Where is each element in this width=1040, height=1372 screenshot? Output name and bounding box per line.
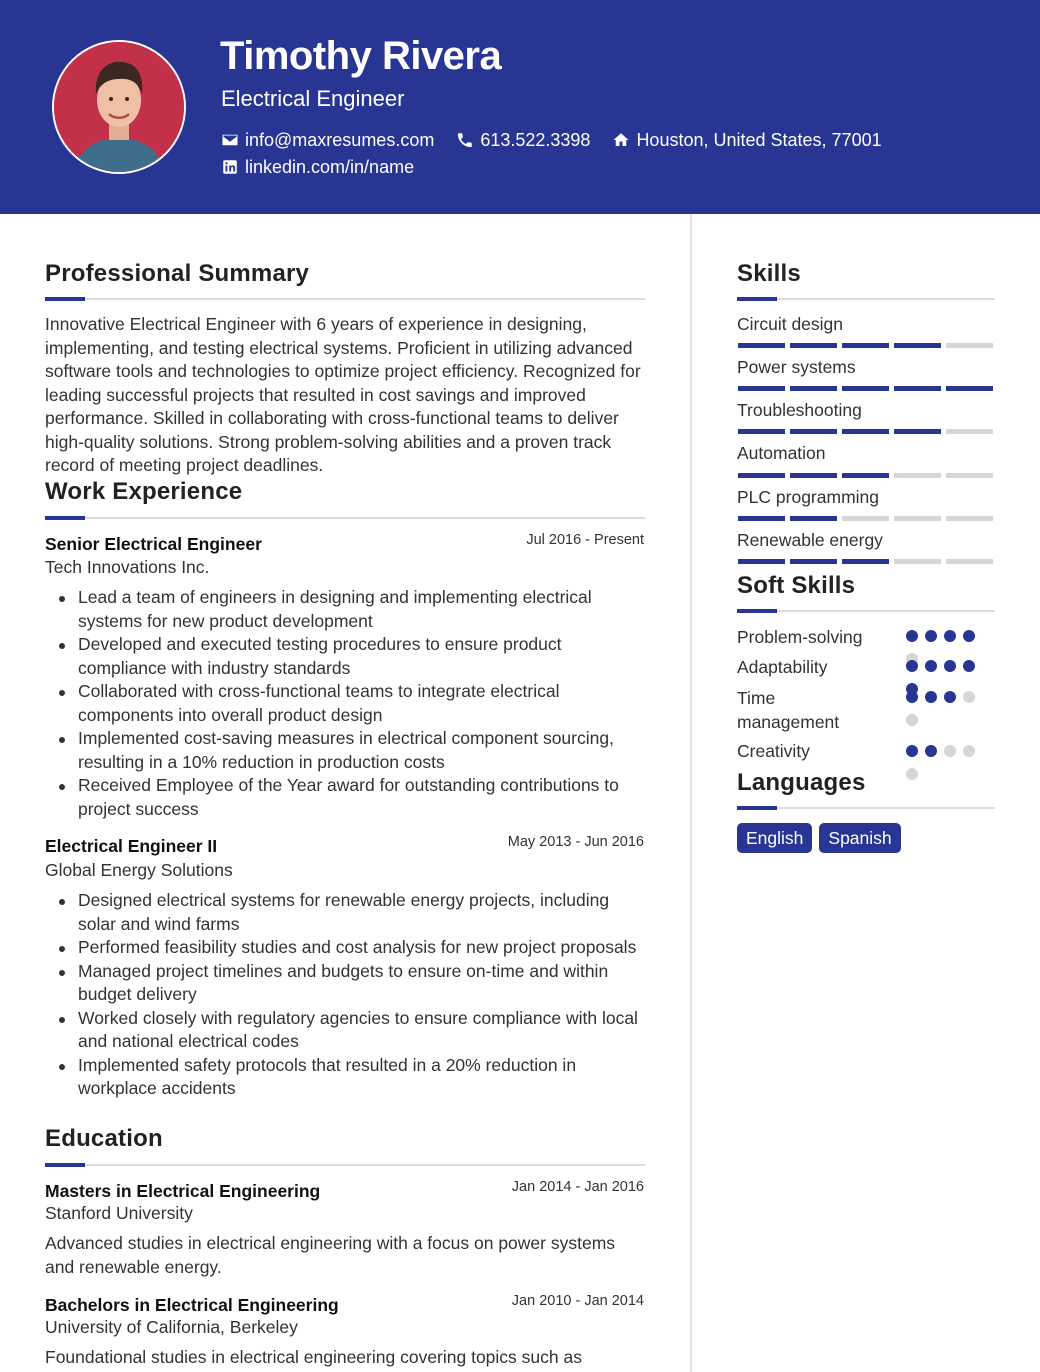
envelope-icon — [221, 131, 239, 149]
skill-rating-segment — [894, 429, 941, 434]
skill-rating-segment — [842, 429, 889, 434]
candidate-title: Electrical Engineer — [221, 86, 405, 111]
list-item: Implemented cost-saving measures in electrical component sourcing, resulting in a 10% reduction in production costs — [45, 727, 645, 774]
soft-skill-rating-dot — [944, 691, 956, 703]
soft-skill-rating-dot — [906, 630, 918, 642]
job-dates: May 2013 - Jun 2016 — [507, 834, 644, 850]
contact-linkedin[interactable] — [221, 156, 414, 178]
skill-rating-segment — [842, 559, 889, 564]
job-title: Senior Electrical Engineer — [45, 534, 262, 554]
education-description: Advanced studies in electrical engineering with a focus on power systems and renewable energy. — [45, 1233, 616, 1277]
skill-rating-segment — [790, 386, 837, 391]
summary-rule — [45, 298, 645, 300]
skill-name: Power systems — [737, 357, 856, 377]
soft-skill-rating — [906, 745, 986, 780]
job-bullets — [45, 889, 645, 1101]
list-item: Lead a team of engineers in designing and implementing electrical systems for new product development — [45, 586, 645, 633]
soft-skills-heading: Soft Skills — [737, 572, 856, 599]
skill-rating-segment — [790, 473, 837, 478]
soft-skills-rule — [737, 610, 995, 612]
soft-skill-rating-dot — [925, 745, 937, 757]
soft-skill-rating-dot — [925, 660, 937, 672]
email-text: info@maxresumes.com — [245, 130, 435, 150]
skill-rating-segment — [738, 473, 785, 478]
school-name: University of California, Berkeley — [45, 1317, 298, 1337]
skill-rating-bar — [738, 516, 993, 521]
skill-rating-bar — [738, 343, 993, 348]
soft-skill-rating — [906, 660, 986, 695]
list-item: Received Employee of the Year award for outstanding contributions to project success — [45, 774, 645, 821]
soft-skill-rating-dot — [963, 691, 975, 703]
list-item: Worked closely with regulatory agencies to ensure compliance with local and national electrical codes — [45, 1007, 645, 1054]
location-text: Houston, United States, 77001 — [636, 130, 882, 150]
list-item: Performed feasibility studies and cost analysis for new project proposals — [45, 936, 645, 960]
skill-rating-segment — [946, 559, 993, 564]
skill-rating-segment — [946, 429, 993, 434]
skill-name: Automation — [737, 443, 826, 463]
job-company: Global Energy Solutions — [45, 860, 233, 880]
skill-name: Circuit design — [737, 314, 844, 334]
soft-skill-rating — [906, 691, 986, 726]
skill-name: Troubleshooting — [737, 400, 862, 420]
contact-info-row — [221, 129, 882, 151]
job-bullets — [45, 586, 645, 821]
contact-email[interactable] — [221, 129, 434, 151]
skill-name: PLC programming — [737, 487, 879, 507]
skill-rating-segment — [738, 429, 785, 434]
skill-rating-segment — [894, 386, 941, 391]
experience-rule — [45, 517, 645, 519]
soft-skill-rating-dot — [925, 691, 937, 703]
language-badge: Spanish — [819, 823, 900, 853]
phone-text: 613.522.3398 — [480, 130, 591, 150]
linkedin-icon — [221, 158, 239, 176]
skill-rating-segment — [790, 516, 837, 521]
soft-skill-rating-dot — [906, 768, 918, 780]
skill-rating-segment — [894, 516, 941, 521]
language-list — [737, 823, 901, 853]
skill-rating-segment — [738, 343, 785, 348]
contact-info-row-2 — [221, 156, 414, 178]
skill-rating-bar — [738, 559, 993, 564]
soft-skill-rating-dot — [906, 745, 918, 757]
list-item: Implemented safety protocols that resulted in a 20% reduction in workplace accidents — [45, 1054, 645, 1101]
skill-rating-segment — [790, 429, 837, 434]
skill-rating-segment — [842, 386, 889, 391]
phone-icon — [456, 131, 474, 149]
skill-rating-segment — [790, 343, 837, 348]
summary-heading: Professional Summary — [45, 260, 310, 287]
school-name: Stanford University — [45, 1203, 193, 1223]
soft-skill-rating-dot — [944, 745, 956, 757]
linkedin-text: linkedin.com/in/name — [245, 157, 415, 177]
education-heading: Education — [45, 1125, 163, 1152]
home-icon — [612, 131, 630, 149]
skill-rating-segment — [946, 386, 993, 391]
degree-title: Masters in Electrical Engineering — [45, 1181, 321, 1201]
education-dates: Jan 2014 - Jan 2016 — [511, 1179, 644, 1195]
soft-skill-name: Adaptability — [737, 657, 828, 677]
skill-rating-segment — [894, 473, 941, 478]
soft-skill-rating-dot — [906, 714, 918, 726]
soft-skill-rating-dot — [925, 630, 937, 642]
languages-heading: Languages — [737, 769, 866, 796]
education-rule — [45, 1164, 645, 1166]
contact-phone[interactable] — [456, 129, 590, 151]
skill-rating-bar — [738, 386, 993, 391]
experience-heading: Work Experience — [45, 478, 243, 505]
skill-name: Renewable energy — [737, 530, 883, 550]
soft-skill-rating-dot — [906, 691, 918, 703]
candidate-name: Timothy Rivera — [220, 34, 502, 78]
soft-skill-rating-dot — [944, 660, 956, 672]
contact-location — [612, 129, 881, 151]
skill-rating-segment — [842, 473, 889, 478]
list-item: Managed project timelines and budgets to ensure on-time and within budget delivery — [45, 960, 645, 1007]
avatar — [52, 40, 186, 174]
skill-rating-segment — [738, 516, 785, 521]
skill-rating-segment — [894, 343, 941, 348]
soft-skill-rating-dot — [963, 745, 975, 757]
list-item: Designed electrical systems for renewable energy projects, including solar and wind farms — [45, 889, 645, 936]
skill-rating-segment — [842, 516, 889, 521]
soft-skill-name: Creativity — [737, 741, 810, 761]
skill-rating-segment — [842, 343, 889, 348]
skills-rule — [737, 298, 995, 300]
job-title: Electrical Engineer II — [45, 836, 218, 856]
skill-rating-segment — [738, 559, 785, 564]
list-item: Collaborated with cross-functional teams to integrate electrical components into overall product design — [45, 680, 645, 727]
soft-skill-rating-dot — [963, 660, 975, 672]
job-dates: Jul 2016 - Present — [526, 532, 644, 548]
skill-rating-bar — [738, 429, 993, 434]
skill-rating-segment — [946, 473, 993, 478]
list-item: Developed and executed testing procedures to ensure product compliance with industry standards — [45, 633, 645, 680]
skill-rating-segment — [946, 516, 993, 521]
soft-skill-rating-dot — [963, 630, 975, 642]
skill-rating-segment — [946, 343, 993, 348]
skills-heading: Skills — [737, 260, 801, 287]
education-description: Foundational studies in electrical engineering covering topics such as — [45, 1347, 582, 1367]
soft-skill-rating-dot — [944, 630, 956, 642]
skill-rating-segment — [738, 386, 785, 391]
skill-rating-bar — [738, 473, 993, 478]
languages-rule — [737, 807, 995, 809]
soft-skill-name: Time management — [737, 688, 840, 732]
column-divider — [690, 214, 692, 1372]
soft-skill-name: Problem-solving — [737, 627, 863, 647]
resume-header — [0, 0, 1040, 214]
skill-rating-segment — [790, 559, 837, 564]
education-dates: Jan 2010 - Jan 2014 — [511, 1293, 644, 1309]
skill-rating-segment — [894, 559, 941, 564]
soft-skill-rating-dot — [906, 660, 918, 672]
job-company: Tech Innovations Inc. — [45, 557, 210, 577]
language-badge: English — [737, 823, 812, 853]
summary-text: Innovative Electrical Engineer with 6 years of experience in designing, implementing, and testing electrical systems. Proficient in utilizing advanced software tools and technologies to optimize project efficiency. Recognized for leading successful projects that resulted in cost savings and improved performance. Skilled in collaborating with cross-functional teams to deliver high-quality solutions. Strong problem-solving abilities and a proven track record of meeting project deadlines. — [45, 314, 641, 475]
profile-photo — [54, 42, 184, 172]
degree-title: Bachelors in Electrical Engineering — [45, 1295, 339, 1315]
person-icon — [54, 42, 184, 172]
